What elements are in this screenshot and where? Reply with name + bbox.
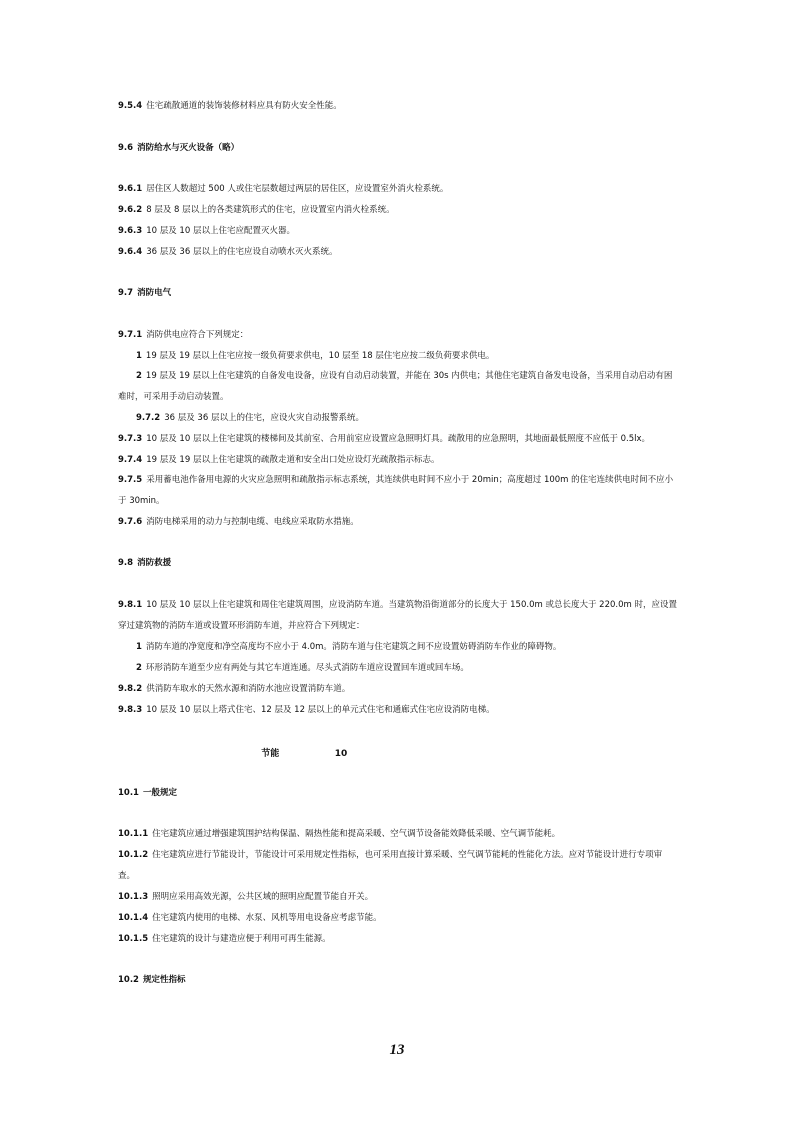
clause-9-7-1: 9.7.1 消防供电应符合下列规定： bbox=[118, 330, 249, 340]
section-heading-9-6: 9.6 消防给水与灭火设备（略） bbox=[118, 143, 240, 153]
clause-9-7-2: 9.7.2 36 层及 36 层以上的住宅，应设火灾自动报警系统。 bbox=[136, 413, 364, 423]
section-heading-10-1: 10.1 一般规定 bbox=[118, 788, 177, 798]
clause-9-7-5: 9.7.5 采用蓄电池作备用电源的火灾应急照明和疏散指示标志系统，其连续供电时间不应小于 20min；高度超过 100m 的住宅连续供电时间不应小于 30min。 bbox=[118, 475, 674, 506]
clause-9-7-6: 9.7.6 消防电梯采用的动力与控制电缆、电线应采取防水措施。 bbox=[118, 517, 359, 527]
clause-9-8-1: 9.8.1 10 层及 10 层以上住宅建筑和周住宅建筑周围，应设消防车道。当建筑物沿街道部分的长度大于 150.0m 或总长度大于 220.0m 时，应设置穿过建筑物的消防车道或设置环形消防车道，并应符合下列规定： bbox=[118, 600, 677, 631]
clause-10-1-1: 10.1.1 住宅建筑应通过增强建筑围护结构保温、隔热性能和提高采暖、空气调节设备能效降低采暖、空气调节能耗。 bbox=[118, 829, 561, 839]
clause-9-6-4: 9.6.4 36 层及 36 层以上的住宅应设自动喷水灭火系统。 bbox=[118, 247, 338, 257]
clause-9-6-3: 9.6.3 10 层及 10 层以上住宅应配置灭火器。 bbox=[118, 226, 295, 236]
clause-9-8-1-item-2: 2 环形消防车道至少应有两处与其它车道连通。尽头式消防车道应设置回车道或回车场。 bbox=[136, 663, 469, 673]
section-heading-10-2: 10.2 规定性指标 bbox=[118, 975, 186, 985]
clause-9-6-2: 9.6.2 8 层及 8 层以上的各类建筑形式的住宅，应设置室内消火栓系统。 bbox=[118, 205, 395, 215]
clause-9-8-3: 9.8.3 10 层及 10 层以上塔式住宅、12 层及 12 层以上的单元式住宅和通廊式住宅应设消防电梯。 bbox=[118, 705, 495, 715]
page-number: 13 bbox=[389, 1042, 405, 1058]
clause-9-7-3: 9.7.3 10 层及 10 层以上住宅建筑的楼梯间及其前室、合用前室应设置应急照明灯具。疏散用的应急照明，其地面最低照度不应低于 0.5lx。 bbox=[118, 434, 651, 444]
clause-9-7-1-item-1: 1 19 层及 19 层以上住宅应按一级负荷要求供电，10 层至 18 层住宅应按二级负荷要求供电。 bbox=[136, 351, 495, 361]
clause-9-8-1-item-1: 1 消防车道的净宽度和净空高度均不应小于 4.0m。消防车道与住宅建筑之间不应设置妨碍消防车作业的障碍物。 bbox=[136, 642, 562, 652]
clause-10-1-2: 10.1.2 住宅建筑应进行节能设计，节能设计可采用规定性指标，也可采用直接计算采暖、空气调节能耗的性能化方法。应对节能设计进行专项审查。 bbox=[118, 850, 663, 881]
clause-9-5-4: 9.5.4 住宅疏散通道的装饰装修材料应具有防火安全性能。 bbox=[118, 101, 342, 111]
section-heading-9-7: 9.7 消防电气 bbox=[118, 288, 172, 298]
chapter-heading-10: 10节能 bbox=[261, 749, 348, 759]
section-heading-9-8: 9.8 消防救援 bbox=[118, 558, 172, 568]
clause-10-1-5: 10.1.5 住宅建筑的设计与建造应便于利用可再生能源。 bbox=[118, 934, 331, 944]
clause-10-1-3: 10.1.3 照明应采用高效光源，公共区域的照明应配置节能自开关。 bbox=[118, 892, 374, 902]
clause-9-6-1: 9.6.1 居住区人数超过 500 人或住宅层数超过两层的居住区，应设置室外消火栓系统。 bbox=[118, 184, 449, 194]
clause-9-7-1-item-2: 2 19 层及 19 层以上住宅建筑的自备发电设备，应设有自动启动装置，并能在 30s 内供电；其他住宅建筑自备发电设备，当采用自动启动有困难时，可采用手动启动装置。 bbox=[118, 371, 673, 402]
clause-9-8-2: 9.8.2 供消防车取水的天然水源和消防水池应设置消防车道。 bbox=[118, 684, 351, 694]
clause-10-1-4: 10.1.4 住宅建筑内使用的电梯、水泵、风机等用电设备应考虑节能。 bbox=[118, 913, 382, 923]
clause-9-7-4: 9.7.4 19 层及 19 层以上住宅建筑的疏散走道和安全出口处应设灯光疏散指示标志。 bbox=[118, 455, 440, 465]
